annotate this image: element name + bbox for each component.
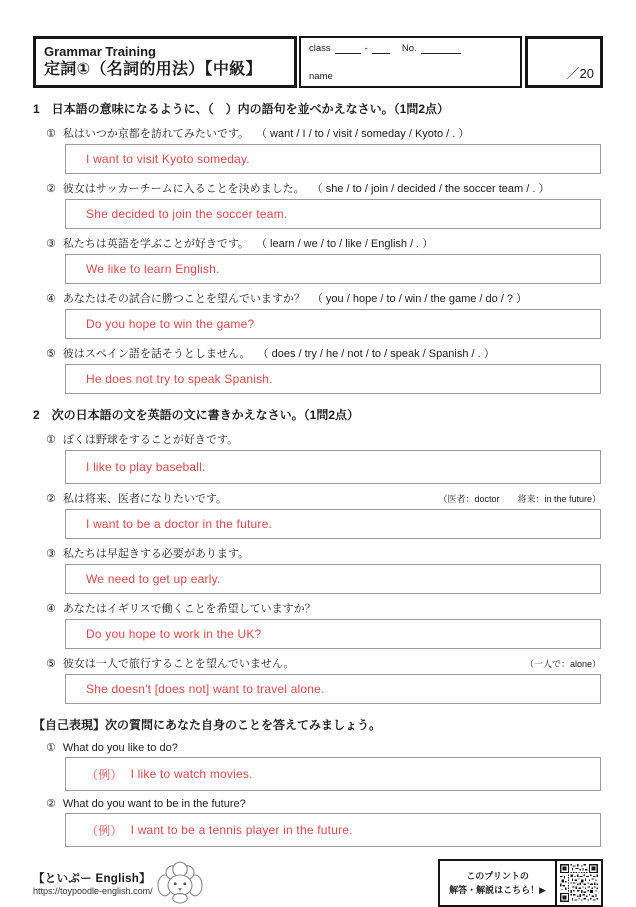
class-dash: - xyxy=(364,43,368,54)
question-item xyxy=(33,431,603,484)
class-blank-field[interactable] xyxy=(335,44,361,54)
class-blank-field-2[interactable] xyxy=(372,44,390,54)
answer-text: I want to be a tennis player in the future. xyxy=(130,823,353,837)
word-bank: （ you / hope / to / win / the game / do / ? ） xyxy=(311,293,528,305)
class-row xyxy=(309,43,512,54)
question-text-ja: 私たちは早起きする必要があります。 xyxy=(62,548,249,560)
worksheet-header xyxy=(33,36,603,88)
answer-text: We need to get up early. xyxy=(86,572,221,586)
score-box xyxy=(525,36,603,88)
section-1 xyxy=(33,100,603,394)
expression-section xyxy=(33,716,603,847)
answer-link-line1: このプリントの xyxy=(466,870,529,881)
answer-link-text xyxy=(440,861,557,905)
question-item xyxy=(33,345,603,394)
score-value: ／20 xyxy=(566,66,594,81)
answer-text: She doesn't [does not] want to travel alone. xyxy=(86,682,325,696)
question-text-en: What do you like to do? xyxy=(62,742,178,754)
word-bank: （ does / try / he / not / to / speak / Spanish / . ） xyxy=(257,348,495,360)
answer-box xyxy=(65,619,601,649)
question-text-ja: あなたはイギリスで働くことを希望していますか？ xyxy=(62,603,316,615)
hint-text: （一人で：alone） xyxy=(524,659,601,669)
answer-box xyxy=(65,450,601,484)
qr-code[interactable] xyxy=(560,864,598,902)
question-item xyxy=(33,125,603,174)
question-text-ja: あなたはその試合に勝つことを望んでいますか？ xyxy=(62,293,305,305)
example-label: （例） xyxy=(86,823,123,838)
answer-text: He does not try to speak Spanish. xyxy=(86,372,273,386)
answer-text: She decided to join the soccer team. xyxy=(86,207,288,221)
worksheet-title: 定詞①（名詞的用法）【中級】 xyxy=(44,60,262,78)
question-item xyxy=(33,180,603,229)
brand-block xyxy=(33,861,204,905)
example-label: （例） xyxy=(86,767,123,782)
section-2-heading: 2 次の日本語の文を英語の文に書きかえなさい。（1問2点） xyxy=(33,408,360,422)
question-item xyxy=(33,490,603,539)
answer-box xyxy=(65,364,601,394)
answer-box xyxy=(65,674,601,704)
question-text-en: What do you want to be in the future? xyxy=(62,798,246,810)
question-number: ② xyxy=(46,183,56,195)
answer-box xyxy=(65,254,601,284)
question-number: ⑤ xyxy=(46,658,56,670)
question-number: ④ xyxy=(46,293,56,305)
answer-box xyxy=(65,564,601,594)
question-number: ④ xyxy=(46,603,56,615)
question-number: ② xyxy=(46,798,56,810)
answer-text: I like to play baseball. xyxy=(86,460,206,474)
question-text-ja: 私たちは英語を学ぶことが好きです。 xyxy=(62,238,249,250)
question-item xyxy=(33,655,603,704)
no-label: No. xyxy=(401,43,417,54)
question-number: ⑤ xyxy=(46,348,56,360)
expression-heading: 【自己表現】次の質問にあなた自身のことを答えてみましょう。 xyxy=(33,718,382,732)
answer-text: I want to be a doctor in the future. xyxy=(86,517,272,531)
answer-text: Do you hope to work in the UK? xyxy=(86,627,262,641)
poodle-icon xyxy=(156,861,204,905)
answer-text: I want to visit Kyoto someday. xyxy=(86,152,250,166)
answer-box xyxy=(65,509,601,539)
answer-text: We like to learn English. xyxy=(86,262,220,276)
question-text-ja: 私は将来、医者になりたいです。 xyxy=(62,493,227,505)
answer-box xyxy=(65,813,601,847)
question-text-ja: 私はいつか京都を訪れてみたいです。 xyxy=(62,128,249,140)
header-title-box xyxy=(33,36,297,88)
question-item xyxy=(33,290,603,339)
question-item xyxy=(33,545,603,594)
answer-text: I like to watch movies. xyxy=(130,767,253,781)
site-url[interactable]: https://toypoodle-english.com/ xyxy=(33,886,153,896)
answer-box xyxy=(65,757,601,791)
question-item xyxy=(33,741,603,791)
answer-box xyxy=(65,309,601,339)
no-blank-field[interactable] xyxy=(421,44,461,54)
name-label: name xyxy=(309,71,333,82)
class-label: class xyxy=(309,43,331,54)
answer-box xyxy=(65,144,601,174)
question-text-ja: 彼女は一人で旅行することを望んでいません。 xyxy=(62,658,295,670)
question-text-ja: 彼女はサッカーチームに入ることを決めました。 xyxy=(62,183,305,195)
question-number: ③ xyxy=(46,548,56,560)
word-bank: （ learn / we / to / like / English / . ） xyxy=(256,238,434,250)
question-item xyxy=(33,797,603,847)
question-number: ① xyxy=(46,434,56,446)
question-number: ① xyxy=(46,128,56,140)
class-name-box xyxy=(299,36,522,88)
question-number: ② xyxy=(46,493,56,505)
hint-text: （医者：doctor 将来：in the future） xyxy=(438,494,601,504)
answer-box xyxy=(65,199,601,229)
question-item xyxy=(33,600,603,649)
brand-name: 【といぷー English】 xyxy=(33,873,151,885)
word-bank: （ want / I / to / visit / someday / Kyoto / . ） xyxy=(256,128,470,140)
answer-link-line2: 解答・解説はこちら！▶ xyxy=(449,885,546,895)
word-bank: （ she / to / join / decided / the soccer team / . ） xyxy=(311,183,550,195)
name-row xyxy=(309,71,512,82)
course-label: Grammar Training xyxy=(44,43,156,59)
question-number: ③ xyxy=(46,238,56,250)
section-2 xyxy=(33,406,603,704)
qr-cell xyxy=(557,861,601,905)
question-text-ja: 彼はスペイン語を話そうとしません。 xyxy=(62,348,251,360)
question-number: ① xyxy=(46,742,56,754)
question-item xyxy=(33,235,603,284)
answer-text: Do you hope to win the game? xyxy=(86,317,255,331)
section-1-heading: 1 日本語の意味になるように、（ ）内の語句を並べかえなさい。（1問2点） xyxy=(33,102,450,116)
question-text-ja: ぼくは野球をすることが好きです。 xyxy=(62,434,238,446)
